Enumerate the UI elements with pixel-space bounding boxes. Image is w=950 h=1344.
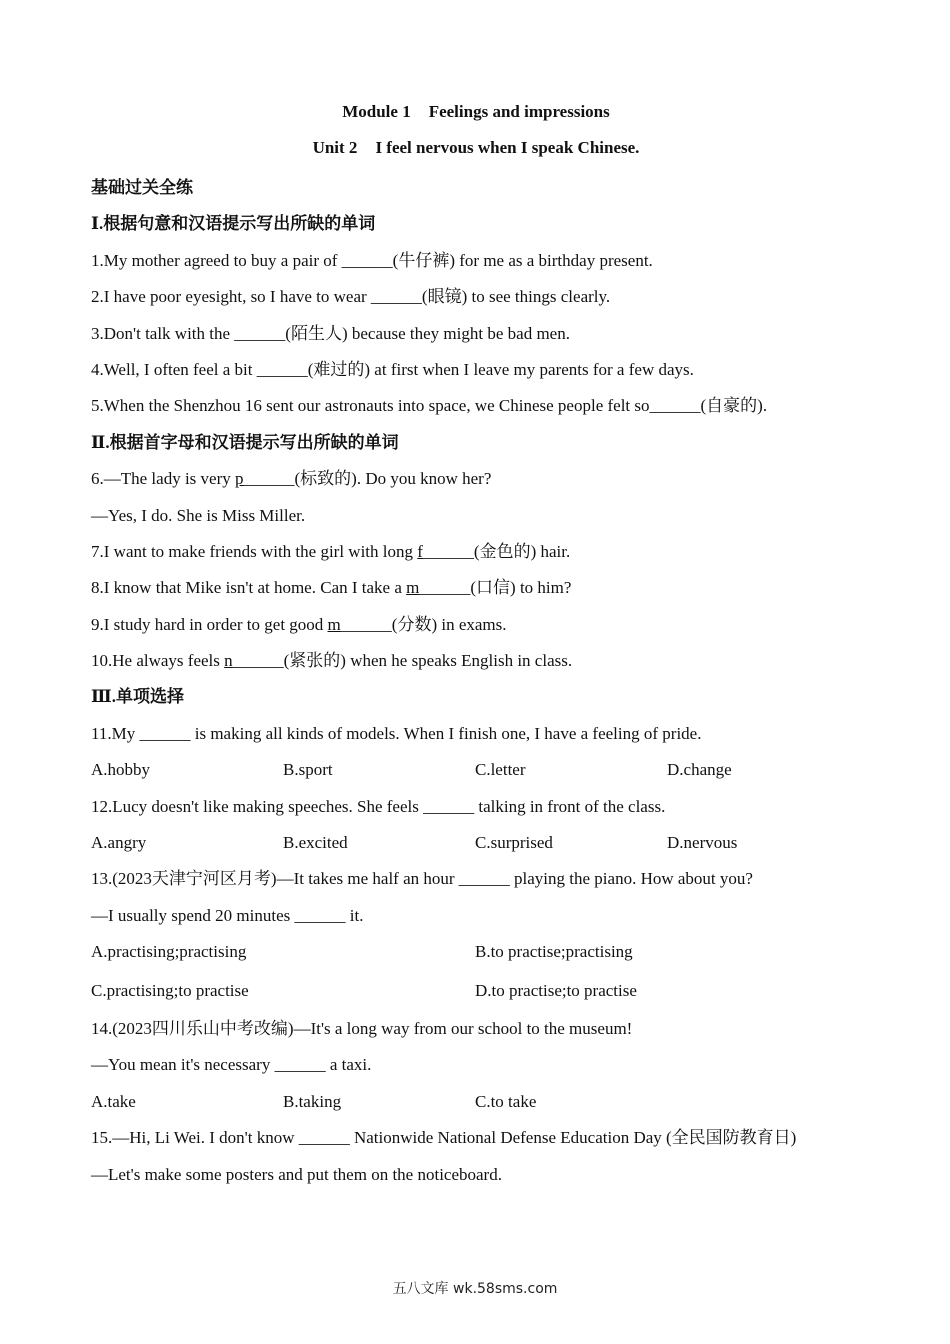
question-13-options-row2 [91,973,861,1009]
section-label: 基础过关全练 [91,178,193,197]
option-b: B.to practise;practising [475,942,633,962]
unit-name: I feel nervous when I speak Chinese. [375,138,640,157]
question-11-options [91,752,861,788]
question-6 [91,461,861,497]
question-5: 5.When the Shenzhou 16 sent our astronauts into space, we Chinese people felt so______(自豪的). [91,396,768,416]
question-4: 4.Well, I often feel a bit ______(难过的) at first when I leave my parents for a few days. [91,359,694,379]
q9-letter: m [327,614,341,634]
q8-text: 8.I know that Mike isn't at home. Can I take a [91,578,407,598]
unit-title [91,134,861,170]
option-b: B.excited [283,833,348,853]
question-13-options-row1 [91,934,861,970]
question-10 [91,643,861,679]
q9-text: 9.I study hard in order to get good [91,614,328,634]
option-d: D.change [667,760,732,780]
option-c: C.letter [475,760,526,780]
unit-number: Unit 2 [312,138,358,157]
option-a: A.angry [91,833,147,853]
question-14-reply: —You mean it's necessary ______ a taxi. [91,1055,372,1075]
option-d: D.nervous [667,833,738,853]
option-a: A.practising;practising [91,942,247,962]
part1-heading: Ⅰ.根据句意和汉语提示写出所缺的单词 [91,214,376,234]
question-9 [91,607,861,643]
q10-text: 10.He always feels [91,651,225,671]
question-12: 12.Lucy doesn't like making speeches. She feels ______ talking in front of the class. [91,796,666,816]
option-b: B.taking [283,1091,342,1111]
module-title [91,98,861,134]
question-14-options [91,1084,861,1120]
option-d: D.to practise;to practise [475,980,637,1000]
question-15-reply: —Let's make some posters and put them on the noticeboard. [91,1164,502,1184]
option-a: A.take [91,1091,136,1111]
q9-hint: ______(分数) in exams. [340,614,507,634]
q6-letter: p [235,469,244,489]
q6-text: 6.—The lady is very [91,469,235,489]
worksheet-page [91,98,861,1193]
question-3: 3.Don't talk with the ______(陌生人) because they might be bad men. [91,323,570,343]
question-1: 1.My mother agreed to buy a pair of ______(牛仔裤) for me as a birthday present. [91,250,653,270]
q7-text: 7.I want to make friends with the girl with long [91,541,418,561]
question-15: 15.—Hi, Li Wei. I don't know ______ Nationwide National Defense Education Day (全民国防教育日) [91,1128,797,1148]
q7-letter: f [417,541,423,561]
module-name: Feelings and impressions [428,102,610,121]
part3-heading: Ⅲ.单项选择 [91,687,184,707]
question-13-reply: —I usually spend 20 minutes ______ it. [91,905,364,925]
q7-hint: ______(金色的) hair. [422,541,571,561]
q10-letter: n [224,651,233,671]
q10-hint: ______(紧张的) when he speaks English in class. [232,651,573,671]
option-c: C.surprised [475,833,553,853]
option-a: A.hobby [91,760,151,780]
question-11: 11.My ______ is making all kinds of models. When I finish one, I have a feeling of pride. [91,723,702,743]
module-number: Module 1 [342,102,411,121]
option-c: C.practising;to practise [91,980,249,1000]
question-8 [91,570,861,606]
question-2: 2.I have poor eyesight, so I have to wear ______(眼镜) to see things clearly. [91,287,611,307]
question-7 [91,534,861,570]
question-13: 13.(2023天津宁河区月考)—It takes me half an hour ______ playing the piano. How about you? [91,869,753,889]
question-14: 14.(2023四川乐山中考改编)—It's a long way from our school to the museum! [91,1018,633,1038]
option-b: B.sport [283,760,333,780]
q6-hint: ______(标致的). Do you know her? [243,469,492,489]
footer-watermark: 五八文库 wk.58sms.com [392,1281,558,1297]
part2-heading: Ⅱ.根据首字母和汉语提示写出所缺的单词 [91,432,399,452]
q8-hint: ______(口信) to him? [419,578,572,598]
question-12-options [91,825,861,861]
question-6-reply: —Yes, I do. She is Miss Miller. [91,505,306,525]
q8-letter: m [406,578,420,598]
option-c: C.to take [475,1091,537,1111]
